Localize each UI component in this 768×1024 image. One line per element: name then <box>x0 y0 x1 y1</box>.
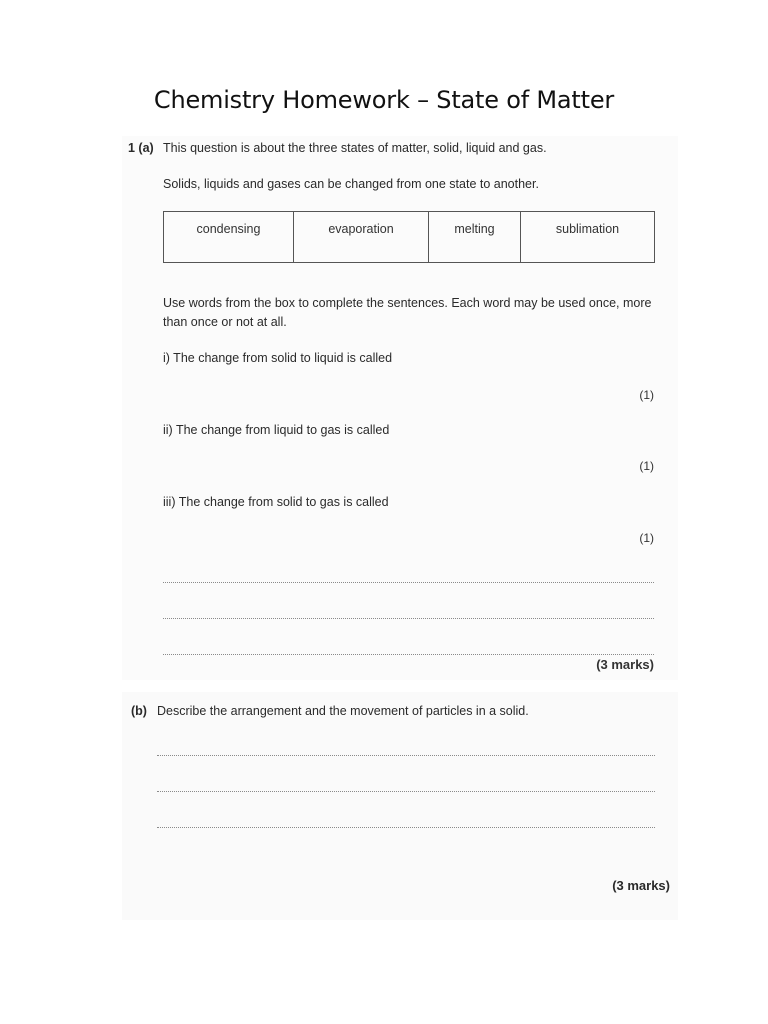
question-number-1a: 1 (a) <box>128 141 154 155</box>
sub-question-i-mark: (1) <box>639 388 654 402</box>
question-1b-text: Describe the arrangement and the movement of particles in a solid. <box>157 704 529 718</box>
sub-question-i: i) The change from solid to liquid is called <box>163 351 393 365</box>
page-title: Chemistry Homework – State of Matter <box>153 86 615 114</box>
word-box-cell: evaporation <box>294 212 429 263</box>
answer-line[interactable] <box>163 582 654 583</box>
question-intro: This question is about the three states of matter, solid, liquid and gas. <box>163 141 547 155</box>
word-box-cell: melting <box>429 212 521 263</box>
answer-line[interactable] <box>157 755 655 756</box>
sub-question-iii: iii) The change from solid to gas is called <box>163 495 389 509</box>
sub-question-ii: ii) The change from liquid to gas is called <box>163 423 390 437</box>
answer-line[interactable] <box>163 618 654 619</box>
total-marks-1b: (3 marks) <box>612 878 670 893</box>
sub-question-iii-mark: (1) <box>639 531 654 545</box>
question-1b-panel <box>122 692 678 920</box>
instruction-text: Use words from the box to complete the sentences. Each word may be used once, more <box>163 296 652 310</box>
question-number-1b: (b) <box>131 704 147 718</box>
answer-line[interactable] <box>163 654 654 655</box>
word-box <box>163 211 655 263</box>
instruction-text-cont: than once or not at all. <box>163 315 287 329</box>
answer-line[interactable] <box>157 791 655 792</box>
sub-question-ii-mark: (1) <box>639 459 654 473</box>
question-intro-2: Solids, liquids and gases can be changed from one state to another. <box>163 177 539 191</box>
answer-line[interactable] <box>157 827 655 828</box>
word-box-cell: condensing <box>164 212 294 263</box>
total-marks-1a: (3 marks) <box>596 657 654 672</box>
word-box-cell: sublimation <box>521 212 655 263</box>
